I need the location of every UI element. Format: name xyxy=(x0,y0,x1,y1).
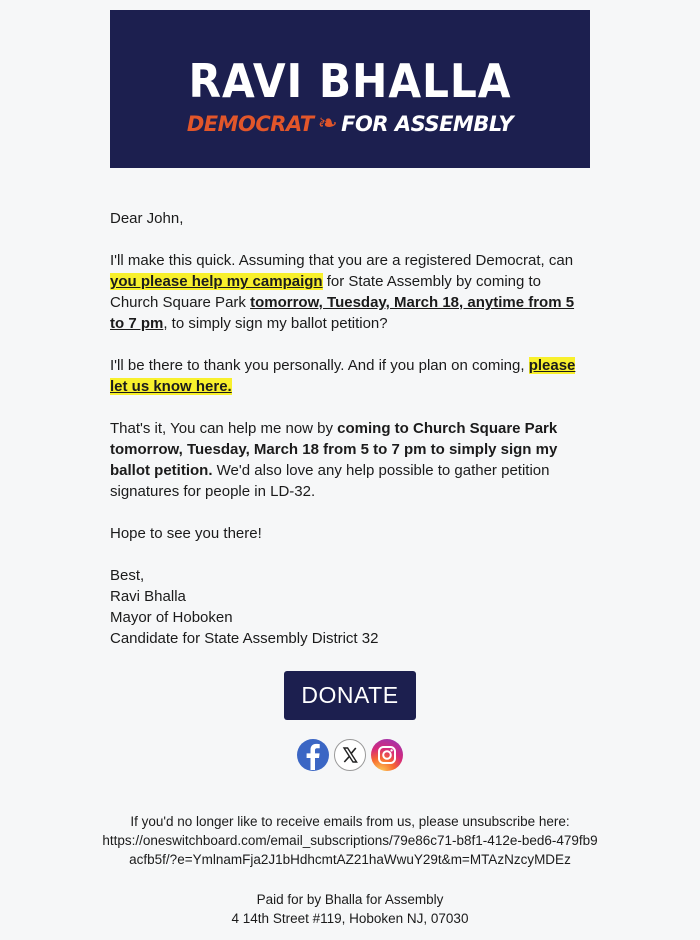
signer-title: Mayor of Hoboken xyxy=(110,609,233,626)
paragraph-4: Hope to see you there! xyxy=(110,525,262,542)
mailing-address: 4 14th Street #119, Hoboken NJ, 07030 xyxy=(231,911,469,926)
help-campaign-link[interactable]: you please help my campaign xyxy=(110,273,323,290)
unsubscribe-text: If you'd no longer like to receive emails from us, please unsubscribe here: xyxy=(130,814,570,829)
unsubscribe-section xyxy=(100,812,600,869)
signer-name: Ravi Bhalla xyxy=(110,588,186,605)
closing: Best, xyxy=(110,567,145,584)
event-date: tomorrow, Tuesday, March 18, anytime from 5 to 7 pm xyxy=(110,294,575,332)
let-us-know-link[interactable]: please let us know here. xyxy=(110,357,576,395)
greeting: Dear John, xyxy=(110,210,184,227)
paid-for-section xyxy=(100,890,600,928)
paragraph-1: I'll make this quick. Assuming that you are a registered Democrat, can you please help my campaign for State Assembly by coming to Church Square Park tomorrow, Tuesday, March 18, anytime from 5 to 7 pm, to simply sign my ballot petition? xyxy=(110,252,575,332)
banner-party: DEMOCRAT xyxy=(186,112,314,136)
email-body xyxy=(110,208,592,670)
banner-office: FOR ASSEMBLY xyxy=(341,112,514,136)
paid-for-text: Paid for by Bhalla for Assembly xyxy=(256,892,444,907)
x-icon[interactable] xyxy=(334,739,366,771)
event-details: coming to Church Square Park tomorrow, Tuesday, March 18 from 5 to 7 pm to simply sign my ballot petition. xyxy=(110,420,558,479)
signature xyxy=(110,565,592,649)
banner-candidate-name: RAVI BHALLA xyxy=(188,54,512,108)
header-banner xyxy=(110,10,590,168)
donate-button[interactable]: DONATE xyxy=(284,671,416,720)
paragraph-3: That's it, You can help me now by coming to Church Square Park tomorrow, Tuesday, March 18 from 5 to 7 pm to simply sign my ballot petition. We'd also love any help possible to gather petition signatures for people in LD-32. xyxy=(110,420,558,500)
nj-state-icon: ❧ xyxy=(317,109,338,137)
signer-candidacy: Candidate for State Assembly District 32 xyxy=(110,630,379,647)
instagram-icon[interactable] xyxy=(371,739,403,771)
paragraph-2: I'll be there to thank you personally. And if you plan on coming, please let us know here. xyxy=(110,357,576,395)
unsubscribe-link[interactable]: https://oneswitchboard.com/email_subscriptions/79e86c71-b8f1-412e-bed6-479fb9acfb5f/?e=YmlnamFja2J1bHdhcmtAZ21haWwuY29t&m=MTAzNzcyMDEz xyxy=(102,833,598,867)
banner-tagline xyxy=(110,110,590,137)
facebook-icon[interactable] xyxy=(297,739,329,771)
